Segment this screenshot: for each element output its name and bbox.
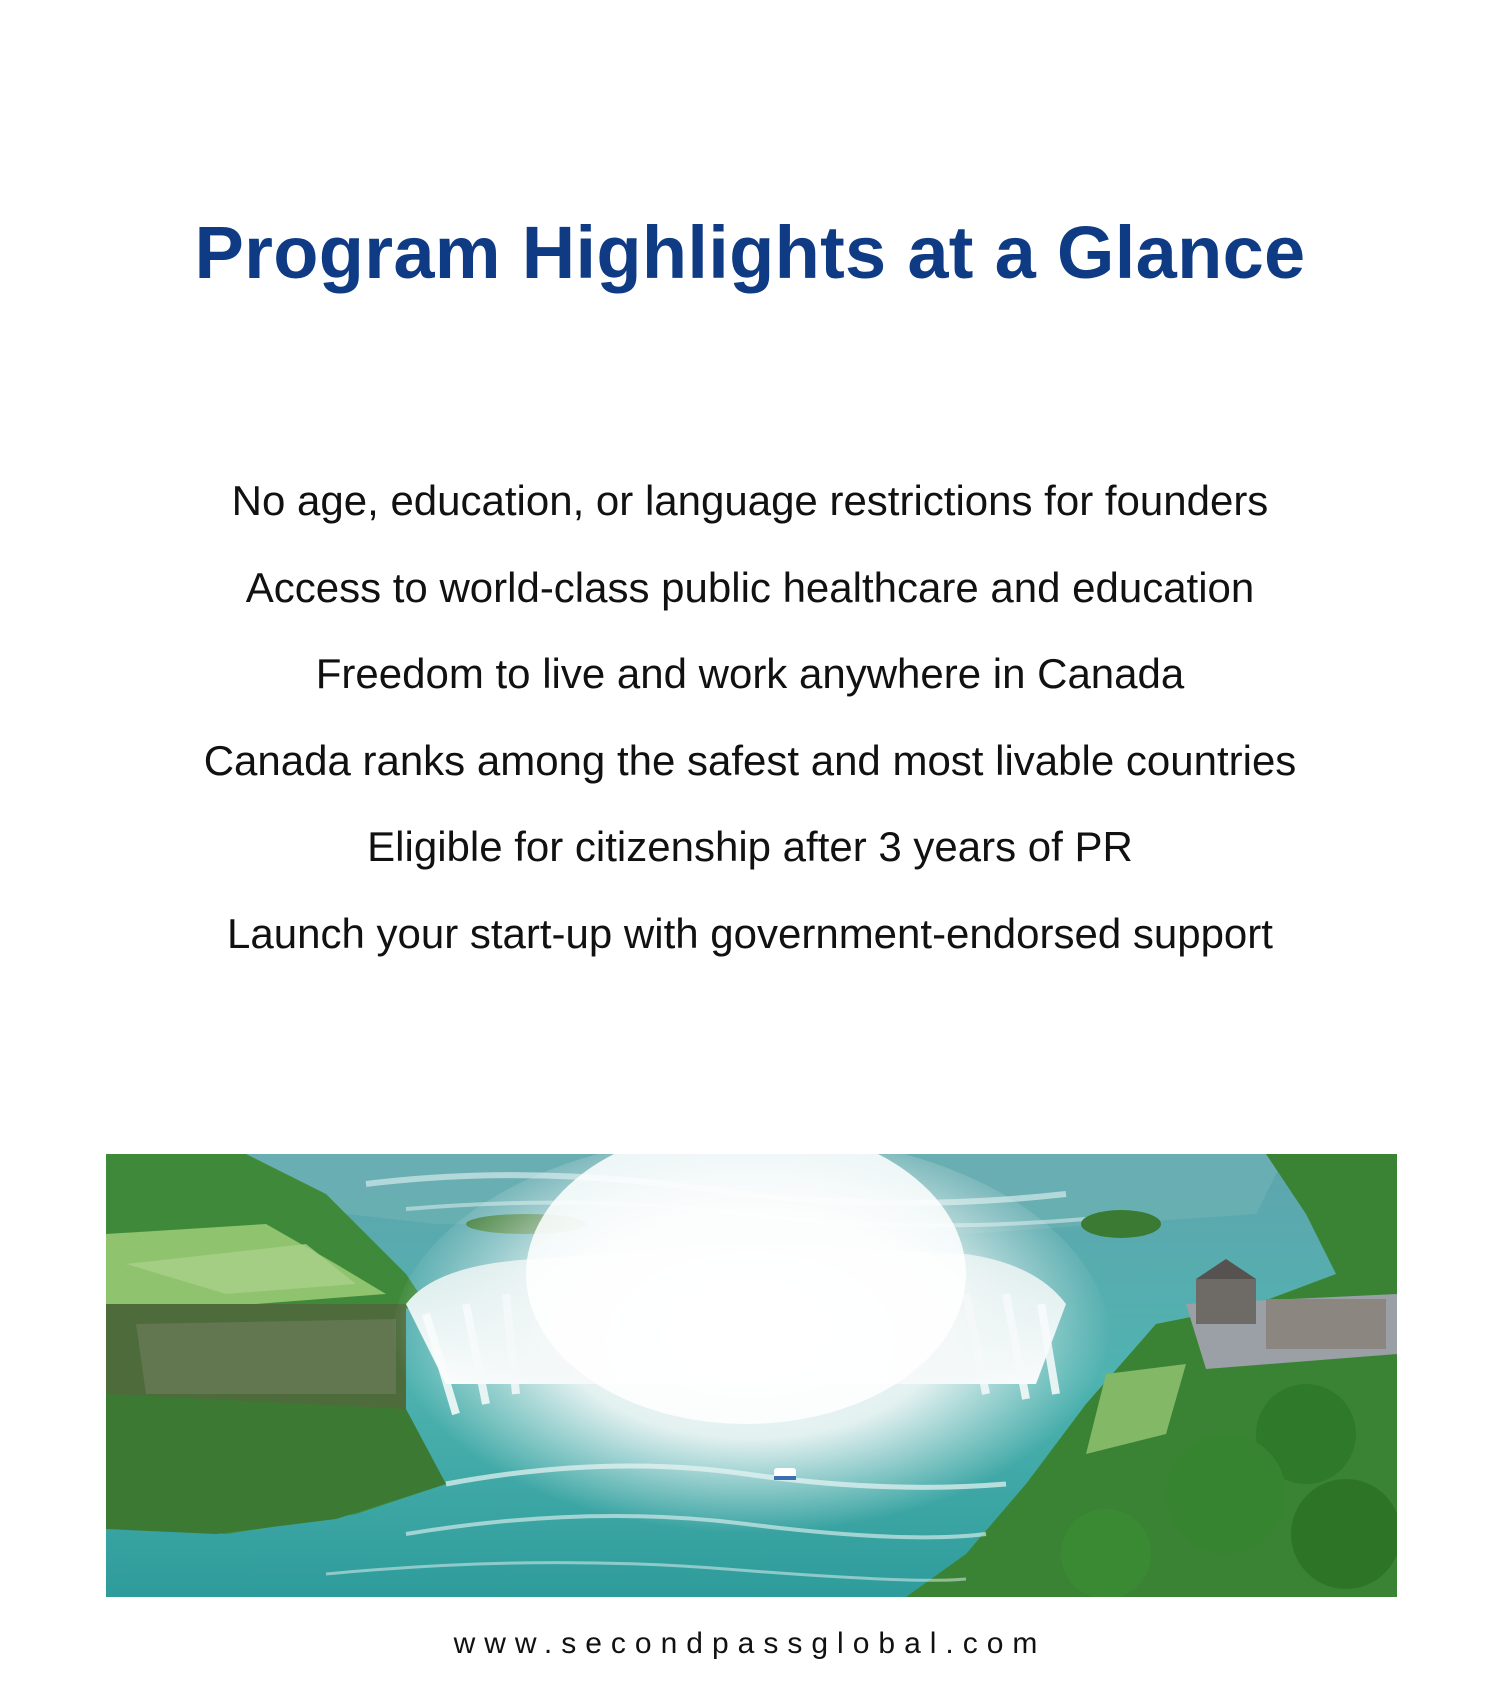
highlight-item: Freedom to live and work anywhere in Canada xyxy=(315,650,1185,697)
waterfall-illustration xyxy=(106,1154,1397,1597)
niagara-falls-photo xyxy=(106,1154,1397,1597)
highlights-list xyxy=(0,458,1500,977)
footer-url: www.secondpassglobal.com xyxy=(453,1627,1047,1660)
highlight-item: Canada ranks among the safest and most livable countries xyxy=(203,736,1297,784)
highlight-item: No age, education, or language restrictions for founders xyxy=(231,477,1269,524)
highlight-item: Launch your start-up with government-endorsed support xyxy=(227,909,1273,957)
highlight-item: Access to world-class public healthcare and education xyxy=(245,563,1255,611)
page-title: Program Highlights at a Glance xyxy=(194,211,1306,294)
highlight-item: Eligible for citizenship after 3 years of PR xyxy=(367,823,1133,870)
